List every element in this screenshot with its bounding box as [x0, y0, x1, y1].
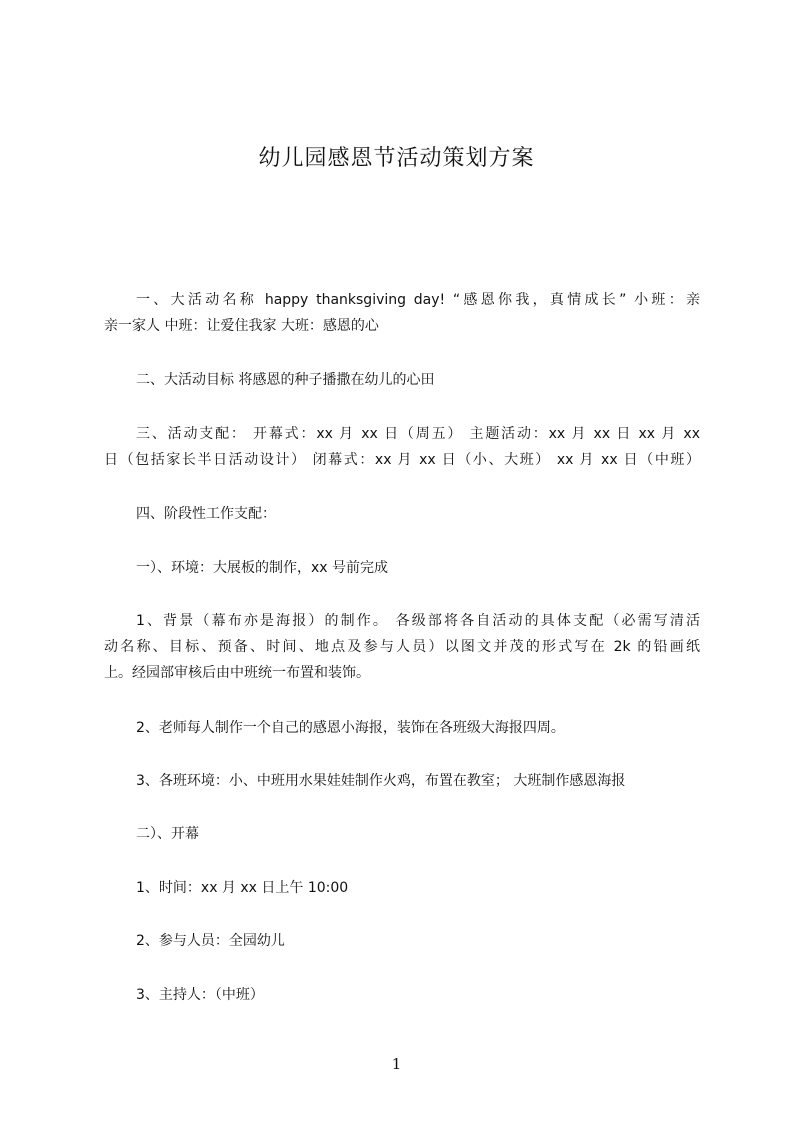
paragraph-opening-time	[104, 875, 700, 901]
paragraph-line: 3、各班环境：小、中班用水果娃娃制作火鸡，布置在教室； 大班制作感恩海报	[136, 773, 626, 789]
paragraph-host	[104, 982, 700, 1008]
paragraph-background	[104, 608, 700, 686]
paragraph-line: 一）、环境：大展板的制作，xx 号前完成	[136, 560, 389, 576]
document-title: 幼儿园感恩节活动策划方案	[258, 146, 535, 171]
paragraph-line: 三、活动支配： 开幕式：xx 月 xx 日（周五） 主题活动：xx 月 xx 日 xx 月 xx	[136, 426, 700, 442]
paragraph-opening	[104, 821, 700, 847]
paragraph-line: 日（包括家长半日活动设计） 闭幕式：xx 月 xx 日（小、大班） xx 月 xx 日（中班）	[104, 452, 700, 468]
paragraph-line: 动名称、目标、预备、时间、地点及参与人员）以图文并茂的形式写在 2k 的铅画纸	[104, 639, 700, 655]
paragraph-line: 2、老师每人制作一个自己的感恩小海报，装饰在各班级大海报四周。	[136, 720, 565, 736]
paragraph-line: 四、阶段性工作支配：	[136, 506, 276, 522]
paragraph-phase-work	[104, 501, 700, 527]
paragraph-line: 3、主持人：（中班）	[136, 987, 264, 1003]
paragraph-environment	[104, 555, 700, 581]
paragraph-activity-schedule	[104, 421, 700, 473]
paragraph-line: 1、背景（幕布亦是海报）的制作。 各级部将各自活动的具体支配（必需写清活	[136, 613, 700, 629]
paragraph-line: 二）、开幕	[136, 826, 199, 842]
paragraph-line: 上。经园部审核后由中班统一布置和装饰。	[104, 665, 370, 681]
paragraph-activity-goal	[104, 367, 700, 393]
paragraph-line: 一、大活动名称 happy thanksgiving day! “感恩你我，真情成长” 小班：亲	[136, 292, 700, 308]
paragraph-line: 亲一家人 中班：让爱住我家 大班：感恩的心	[104, 318, 379, 334]
paragraph-line: 二、大活动目标 将感恩的种子播撒在幼儿的心田	[136, 372, 435, 388]
page-number: 1	[391, 1055, 402, 1073]
paragraph-line: 1、时间：xx 月 xx 日上午 10:00	[136, 880, 349, 896]
paragraph-class-environment	[104, 768, 700, 794]
paragraph-teacher-poster	[104, 715, 700, 741]
paragraph-line: 2、参与人员：全园幼儿	[136, 933, 285, 949]
paragraph-participants	[104, 928, 700, 954]
paragraph-activity-name	[104, 287, 700, 339]
